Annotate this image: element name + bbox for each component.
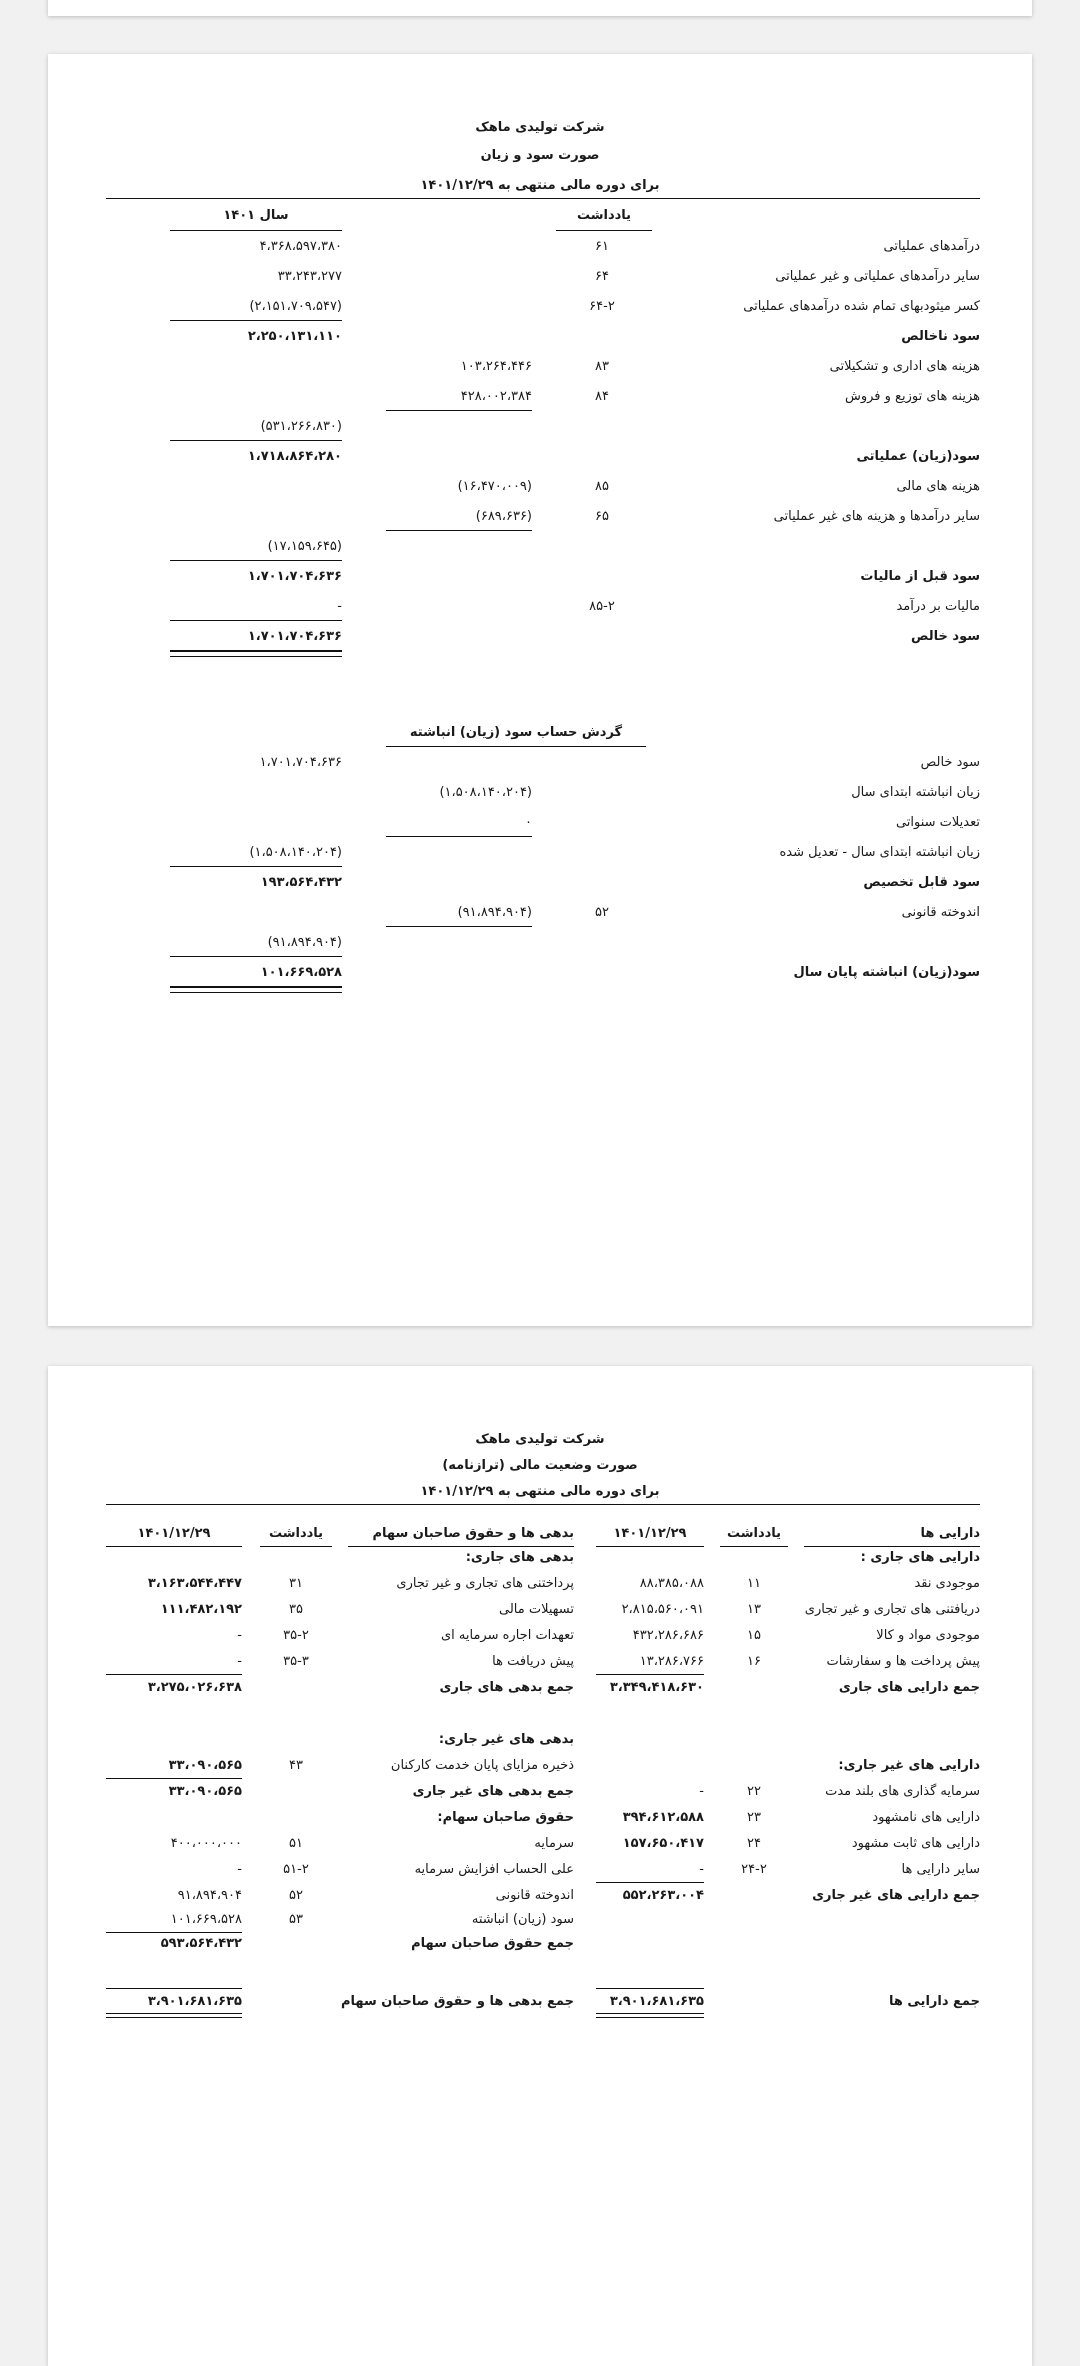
subtotal-rule xyxy=(106,1674,242,1675)
row-label: هزینه های توزیع و فروش xyxy=(844,389,980,404)
liab-date-header: ۱۴۰۱/۱۲/۲۹ xyxy=(137,1526,211,1541)
equity-row-note: ۵۱ xyxy=(289,1836,303,1851)
equity-heading: حقوق صاحبان سهام: xyxy=(437,1810,574,1825)
total-double-rule xyxy=(170,650,342,657)
row-value: ۱،۷۰۱،۷۰۴،۶۳۶ xyxy=(259,755,342,770)
current-liabilities-heading: بدهی های جاری: xyxy=(465,1550,574,1565)
total-equity-value: ۵۹۳،۵۶۴،۴۳۲ xyxy=(160,1936,242,1951)
company-name: شرکت تولیدی ماهک xyxy=(475,120,605,135)
subtotal-rule xyxy=(170,560,342,561)
operating-profit-label: سود(زیان) عملیاتی xyxy=(856,449,980,464)
row-value: (۲،۱۵۱،۷۰۹،۵۴۷) xyxy=(249,299,342,314)
gross-profit-value: ۲،۲۵۰،۱۳۱،۱۱۰ xyxy=(247,329,342,344)
liability-row-label: پیش دریافت ها xyxy=(492,1654,574,1669)
liab-note-header: یادداشت xyxy=(268,1526,324,1541)
pretax-profit-label: سود قبل از مالیات xyxy=(860,569,980,584)
distributable-profit-value: ۱۹۳،۵۶۴،۴۳۲ xyxy=(260,875,342,890)
asset-row-label: موجودی نقد xyxy=(914,1576,980,1591)
liability-row-note: ۳۵-۲ xyxy=(283,1628,309,1643)
total-liabilities-equity-value: ۳،۹۰۱،۶۸۱،۶۳۵ xyxy=(147,1994,242,2009)
inner-subtotal-rule xyxy=(386,530,532,531)
row-label: زیان انباشته ابتدای سال - تعدیل شده xyxy=(779,845,980,860)
total-noncurrent-assets-label: جمع دارایی های غیر جاری xyxy=(812,1888,980,1903)
equity-row-label: سرمایه xyxy=(534,1836,574,1851)
row-note: ۶۴ xyxy=(595,269,609,284)
row-inner-value: (۱،۵۰۸،۱۴۰،۲۰۴) xyxy=(439,785,532,800)
row-inner-value: (۱۶،۴۷۰،۰۰۹) xyxy=(457,479,532,494)
total-current-assets-value: ۳،۳۴۹،۴۱۸،۶۳۰ xyxy=(609,1680,704,1695)
asset-row-value: ۸۸،۳۸۵،۰۸۸ xyxy=(639,1576,704,1591)
liability-row-note: ۳۵-۳ xyxy=(283,1654,309,1669)
row-note: ۵۲ xyxy=(595,905,609,920)
asset-row-label: دریافتنی های تجاری و غیر تجاری xyxy=(804,1602,980,1617)
reserve-total-value: (۹۱،۸۹۴،۹۰۴) xyxy=(267,935,342,950)
subtotal-rule xyxy=(170,956,342,957)
assets-header: دارایی ها xyxy=(920,1526,980,1541)
row-inner-value: (۹۱،۸۹۴،۹۰۴) xyxy=(457,905,532,920)
subtotal-rule xyxy=(106,1778,242,1779)
pretax-profit-value: ۱،۷۰۱،۷۰۴،۶۳۶ xyxy=(247,569,342,584)
row-label: کسر میثودبهای تمام شده درآمدهای عملیاتی xyxy=(743,299,980,314)
row-inner-value: (۶۸۹،۶۳۶) xyxy=(475,509,532,524)
total-noncurrent-assets-value: ۵۵۲،۲۶۳،۰۰۴ xyxy=(622,1888,704,1903)
subtotal-rule xyxy=(170,620,342,621)
header-rule xyxy=(596,1546,704,1547)
asset-row-note: ۱۳ xyxy=(747,1602,761,1617)
liability-row-label: تسهیلات مالی xyxy=(499,1602,574,1617)
retained-title-rule xyxy=(386,746,646,747)
equity-row-value: ۹۱،۸۹۴،۹۰۴ xyxy=(177,1888,242,1903)
assets-note-header: یادداشت xyxy=(726,1526,782,1541)
subtotal-rule xyxy=(596,1674,704,1675)
total-noncurrent-liabilities-label: جمع بدهی های غیر جاری xyxy=(412,1784,574,1799)
liability-row-note: ۴۳ xyxy=(289,1758,303,1773)
title-rule xyxy=(106,1504,980,1505)
header-rule xyxy=(348,1546,574,1547)
retained-earnings-title: گردش حساب سود (زیان) انباشته xyxy=(409,725,623,740)
asset-row-note: ۲۳ xyxy=(747,1810,761,1825)
subtotal-rule xyxy=(596,1882,704,1883)
equity-row-label: علی الحساب افزایش سرمایه xyxy=(414,1862,574,1877)
statement-period: برای دوره مالی منتهی به ۱۴۰۱/۱۲/۲۹ xyxy=(420,178,660,193)
title-rule xyxy=(106,198,980,199)
row-inner-value: ۰ xyxy=(525,815,532,830)
row-label: سایر درآمدها و هزینه های غیر عملیاتی xyxy=(773,509,980,524)
row-label: زیان انباشته ابتدای سال xyxy=(851,785,980,800)
total-noncurrent-liabilities-value: ۳۳،۰۹۰،۵۶۵ xyxy=(168,1784,242,1799)
previous-page-edge xyxy=(48,0,1032,16)
gross-profit-label: سود ناخالص xyxy=(901,329,980,344)
asset-row-label: دارایی های نامشهود xyxy=(872,1810,980,1825)
note-header-rule xyxy=(556,230,652,231)
year-column-header: سال ۱۴۰۱ xyxy=(223,208,289,223)
subtotal-rule xyxy=(106,1932,242,1933)
liability-row-value: - xyxy=(237,1628,242,1643)
total-current-liabilities-value: ۳،۲۷۵،۰۲۶،۶۳۸ xyxy=(147,1680,242,1695)
row-value: (۱،۵۰۸،۱۴۰،۲۰۴) xyxy=(249,845,342,860)
row-label: سود خالص xyxy=(920,755,980,770)
equity-row-note: ۵۱-۲ xyxy=(283,1862,309,1877)
note-column-header: یادداشت xyxy=(576,208,632,223)
asset-row-note: ۱۶ xyxy=(747,1654,761,1669)
company-name: شرکت تولیدی ماهک xyxy=(475,1432,605,1447)
total-double-rule xyxy=(170,986,342,993)
assets-date-header: ۱۴۰۱/۱۲/۲۹ xyxy=(613,1526,687,1541)
row-label: تعدیلات سنواتی xyxy=(895,815,980,830)
noncurrent-liabilities-heading: بدهی های غیر جاری: xyxy=(438,1732,574,1747)
header-rule xyxy=(804,1546,980,1547)
total-equity-label: جمع حقوق صاحبان سهام xyxy=(411,1936,574,1951)
row-label: مالیات بر درآمد xyxy=(896,599,980,614)
asset-row-note: ۲۴-۲ xyxy=(741,1862,767,1877)
liability-row-label: پرداختنی های تجاری و غیر تجاری xyxy=(396,1576,574,1591)
total-current-assets-label: جمع دارایی های جاری xyxy=(838,1680,980,1695)
total-liabilities-equity-label: جمع بدهی ها و حقوق صاحبان سهام xyxy=(340,1994,574,2009)
row-label: درآمدهای عملیاتی xyxy=(883,239,980,254)
liability-row-value: ۱۱۱،۴۸۲،۱۹۲ xyxy=(160,1602,242,1617)
asset-row-note: ۲۲ xyxy=(747,1784,761,1799)
retained-end-label: سود(زیان) انباشته پایان سال xyxy=(793,965,980,980)
row-note: ۸۳ xyxy=(595,359,609,374)
statement-title: صورت وضعیت مالی (ترازنامه) xyxy=(442,1458,638,1473)
asset-row-value: ۴۳۲،۲۸۶،۶۸۶ xyxy=(632,1628,704,1643)
row-inner-value: ۱۰۳،۲۶۴،۴۴۶ xyxy=(460,359,532,374)
equity-row-note: ۵۲ xyxy=(289,1888,303,1903)
liability-row-note: ۳۱ xyxy=(289,1576,303,1591)
row-value: ۴،۳۶۸،۵۹۷،۳۸۰ xyxy=(259,239,342,254)
asset-row-label: سایر دارایی ها xyxy=(901,1862,980,1877)
row-label: هزینه های اداری و تشکیلاتی xyxy=(829,359,980,374)
header-rule xyxy=(720,1546,788,1547)
asset-row-value: - xyxy=(699,1784,704,1799)
inner-subtotal-rule xyxy=(386,836,532,837)
subtotal-rule xyxy=(170,440,342,441)
row-inner-value: ۴۲۸،۰۰۲،۳۸۴ xyxy=(460,389,532,404)
asset-row-note: ۲۴ xyxy=(747,1836,761,1851)
header-rule xyxy=(106,1546,242,1547)
asset-row-label: موجودی مواد و کالا xyxy=(876,1628,980,1643)
liability-row-value: ۳،۱۶۳،۵۴۴،۴۴۷ xyxy=(147,1576,242,1591)
asset-row-label: پیش پرداخت ها و سفارشات xyxy=(826,1654,980,1669)
row-note: ۶۱ xyxy=(595,239,609,254)
other-items-total-value: (۱۷،۱۵۹،۶۴۵) xyxy=(267,539,342,554)
asset-row-value: - xyxy=(699,1862,704,1877)
retained-end-value: ۱۰۱،۶۶۹،۵۲۸ xyxy=(260,965,342,980)
total-assets-label: جمع دارایی ها xyxy=(888,1994,980,2009)
header-rule xyxy=(260,1546,332,1547)
liability-row-value: ۳۳،۰۹۰،۵۶۵ xyxy=(168,1758,242,1773)
net-profit-value: ۱،۷۰۱،۷۰۴،۶۳۶ xyxy=(247,629,342,644)
statement-period: برای دوره مالی منتهی به ۱۴۰۱/۱۲/۲۹ xyxy=(420,1484,660,1499)
asset-row-note: ۱۱ xyxy=(747,1576,761,1591)
balance-sheet-page xyxy=(48,1366,1032,2366)
subtotal-rule xyxy=(106,1988,242,1989)
equity-row-value: ۴۰۰،۰۰۰،۰۰۰ xyxy=(170,1836,242,1851)
subtotal-rule xyxy=(170,866,342,867)
equity-row-value: - xyxy=(237,1862,242,1877)
inner-subtotal-rule xyxy=(386,926,532,927)
liabilities-header: بدهی ها و حقوق صاحبان سهام xyxy=(372,1526,574,1541)
liability-row-label: تعهدات اجاره سرمایه ای xyxy=(440,1628,574,1643)
equity-row-label: اندوخته قانونی xyxy=(495,1888,574,1903)
row-label: سایر درآمدهای عملیاتی و غیر عملیاتی xyxy=(775,269,980,284)
total-assets-value: ۳،۹۰۱،۶۸۱،۶۳۵ xyxy=(609,1994,704,2009)
asset-row-label: سرمایه گذاری های بلند مدت xyxy=(825,1784,980,1799)
income-statement-page xyxy=(48,54,1032,1326)
net-profit-label: سود خالص xyxy=(911,629,980,644)
row-note: ۸۵-۲ xyxy=(589,599,615,614)
equity-row-note: ۵۳ xyxy=(289,1912,303,1927)
total-double-rule xyxy=(596,2013,704,2018)
row-note: ۸۵ xyxy=(595,479,609,494)
asset-row-value: ۳۹۴،۶۱۲،۵۸۸ xyxy=(622,1810,704,1825)
row-label: هزینه های مالی xyxy=(896,479,980,494)
total-current-liabilities-label: جمع بدهی های جاری xyxy=(439,1680,574,1695)
distributable-profit-label: سود قابل تخصیص xyxy=(863,875,980,890)
asset-row-value: ۲،۸۱۵،۵۶۰،۰۹۱ xyxy=(621,1602,704,1617)
row-note: ۶۴-۲ xyxy=(589,299,615,314)
row-value: ۳۳،۲۴۳،۲۷۷ xyxy=(277,269,342,284)
row-note: ۶۵ xyxy=(595,509,609,524)
row-label: اندوخته قانونی xyxy=(901,905,980,920)
row-note: ۸۴ xyxy=(595,389,609,404)
liability-row-value: - xyxy=(237,1654,242,1669)
total-double-rule xyxy=(106,2013,242,2018)
operating-profit-value: ۱،۷۱۸،۸۶۴،۲۸۰ xyxy=(247,449,342,464)
inner-subtotal-rule xyxy=(386,410,532,411)
noncurrent-assets-heading: دارایی های غیر جاری: xyxy=(838,1758,980,1773)
liability-row-label: ذخیره مزایای پایان خدمت کارکنان xyxy=(390,1758,574,1773)
year-header-rule xyxy=(170,230,342,231)
asset-row-value: ۱۳،۲۸۶،۷۶۶ xyxy=(639,1654,704,1669)
current-assets-heading: دارایی های جاری : xyxy=(860,1550,980,1565)
subtotal-rule xyxy=(170,320,342,321)
equity-row-value: ۱۰۱،۶۶۹،۵۲۸ xyxy=(170,1912,242,1927)
asset-row-value: ۱۵۷،۶۵۰،۴۱۷ xyxy=(622,1836,704,1851)
equity-row-label: سود (زیان) انباشته xyxy=(471,1912,574,1927)
asset-row-note: ۱۵ xyxy=(747,1628,761,1643)
liability-row-note: ۳۵ xyxy=(289,1602,303,1617)
subtotal-rule xyxy=(596,1988,704,1989)
expenses-total-value: (۵۳۱،۲۶۶،۸۳۰) xyxy=(260,419,342,434)
row-value: - xyxy=(337,599,342,614)
statement-title: صورت سود و زیان xyxy=(480,148,600,163)
asset-row-label: دارایی های ثابت مشهود xyxy=(851,1836,980,1851)
